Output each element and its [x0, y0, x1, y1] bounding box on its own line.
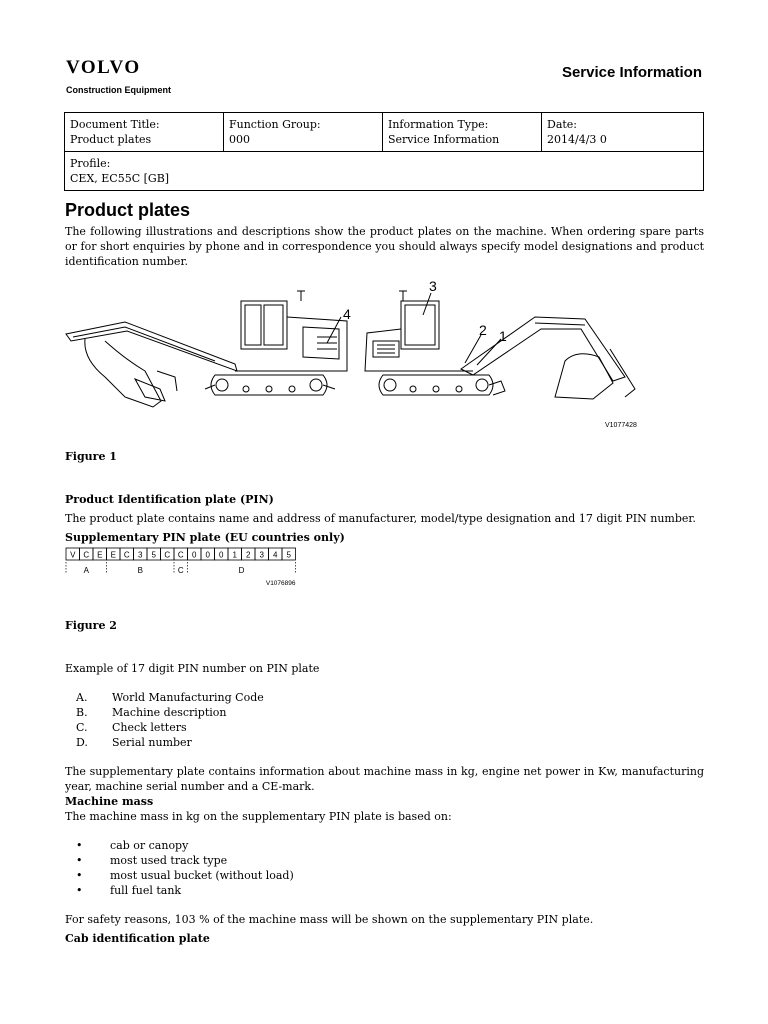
machine-mass-text: The machine mass in kg on the supplementary PIN plate is based on:	[65, 810, 452, 823]
mass-basis-list	[76, 838, 704, 898]
machine-mass-heading: Machine mass	[65, 795, 154, 808]
list-item: A. World Manufacturing Code	[76, 691, 264, 704]
list-item: D. Serial number	[76, 736, 192, 749]
meta-function-group: Function Group: 000	[224, 113, 383, 152]
intro-paragraph: The following illustrations and descriptions show the product plates on the machine. When ordering spare parts or for short enquiries by phone and in correspondence you should always specify model designations and product identification number.	[65, 225, 704, 268]
brand-wordmark: VOLVO	[66, 57, 141, 78]
pin-plate-diagram	[65, 547, 305, 592]
list-item: • most used track type	[76, 854, 228, 867]
brand-logo	[66, 58, 171, 95]
pin-char: 4	[273, 550, 278, 560]
pin-char: C	[83, 550, 90, 560]
supp-plate-text: The supplementary plate contains information about machine mass in kg, engine net power in Kw, manufacturing year, machine serial number and a CE-mark.	[65, 765, 704, 793]
pin-group-label: B	[137, 566, 143, 575]
excavator-drawing	[65, 279, 646, 431]
meta-profile: Profile: CEX, EC55C [GB]	[65, 152, 704, 191]
pin-segment-list	[76, 690, 704, 750]
pin-char: V	[70, 550, 76, 560]
page-title: Product plates	[65, 200, 191, 220]
figure-2-caption: Figure 2	[65, 619, 117, 632]
pin-char: 0	[205, 550, 210, 560]
callout-2: 2	[479, 322, 487, 338]
pin-char: C	[123, 550, 130, 560]
doc-kind-heading: Service Information	[561, 64, 702, 81]
list-item: • cab or canopy	[76, 839, 189, 852]
pin-heading: Product Identification plate (PIN)	[65, 493, 274, 506]
callout-1: 1	[499, 328, 507, 344]
pin-plate-svg	[65, 547, 305, 592]
pin-char: C	[177, 550, 184, 560]
document-meta-table	[64, 112, 704, 191]
pin-char: C	[164, 550, 171, 560]
pin-char: 5	[286, 550, 291, 560]
callout-4: 4	[343, 306, 351, 322]
pin-group-label: D	[238, 566, 245, 575]
pin-char: 5	[151, 550, 156, 560]
safety-text: For safety reasons, 103 % of the machine mass will be shown on the supplementary PIN plate.	[65, 913, 594, 926]
brand-subtitle: Construction Equipment	[66, 85, 171, 95]
pin-group-label: C	[177, 566, 184, 575]
list-item: C. Check letters	[76, 721, 187, 734]
document-body	[65, 200, 704, 946]
list-item: • most usual bucket (without load)	[76, 869, 294, 882]
meta-date: Date: 2014/4/3 0	[542, 113, 704, 152]
callout-3: 3	[429, 279, 437, 294]
figure-1-illustration	[65, 279, 646, 431]
pin-text: The product plate contains name and address of manufacturer, model/type designation and 17 digit PIN number.	[65, 512, 696, 525]
meta-info-type: Information Type: Service Information	[383, 113, 542, 152]
pin-char: 0	[192, 550, 197, 560]
pin-char: 0	[219, 550, 224, 560]
pin-char: E	[110, 550, 116, 560]
list-item: B. Machine description	[76, 706, 227, 719]
pin-char: 2	[246, 550, 251, 560]
list-item: • full fuel tank	[76, 884, 182, 897]
meta-doc-title: Document Title: Product plates	[65, 113, 224, 152]
pin-example-text: Example of 17 digit PIN number on PIN plate	[65, 662, 320, 675]
pin-char: 1	[232, 550, 237, 560]
pin-char: 3	[259, 550, 264, 560]
pin-group-label: A	[83, 566, 89, 575]
supp-pin-heading: Supplementary PIN plate (EU countries only)	[65, 531, 345, 544]
figure-1-caption: Figure 1	[65, 450, 117, 463]
pin-char: E	[97, 550, 103, 560]
cab-plate-heading: Cab identification plate	[65, 932, 210, 945]
pin-char: 3	[138, 550, 143, 560]
figure-2-code: V1076896	[265, 580, 296, 587]
figure-1-code: V1077428	[605, 422, 637, 429]
